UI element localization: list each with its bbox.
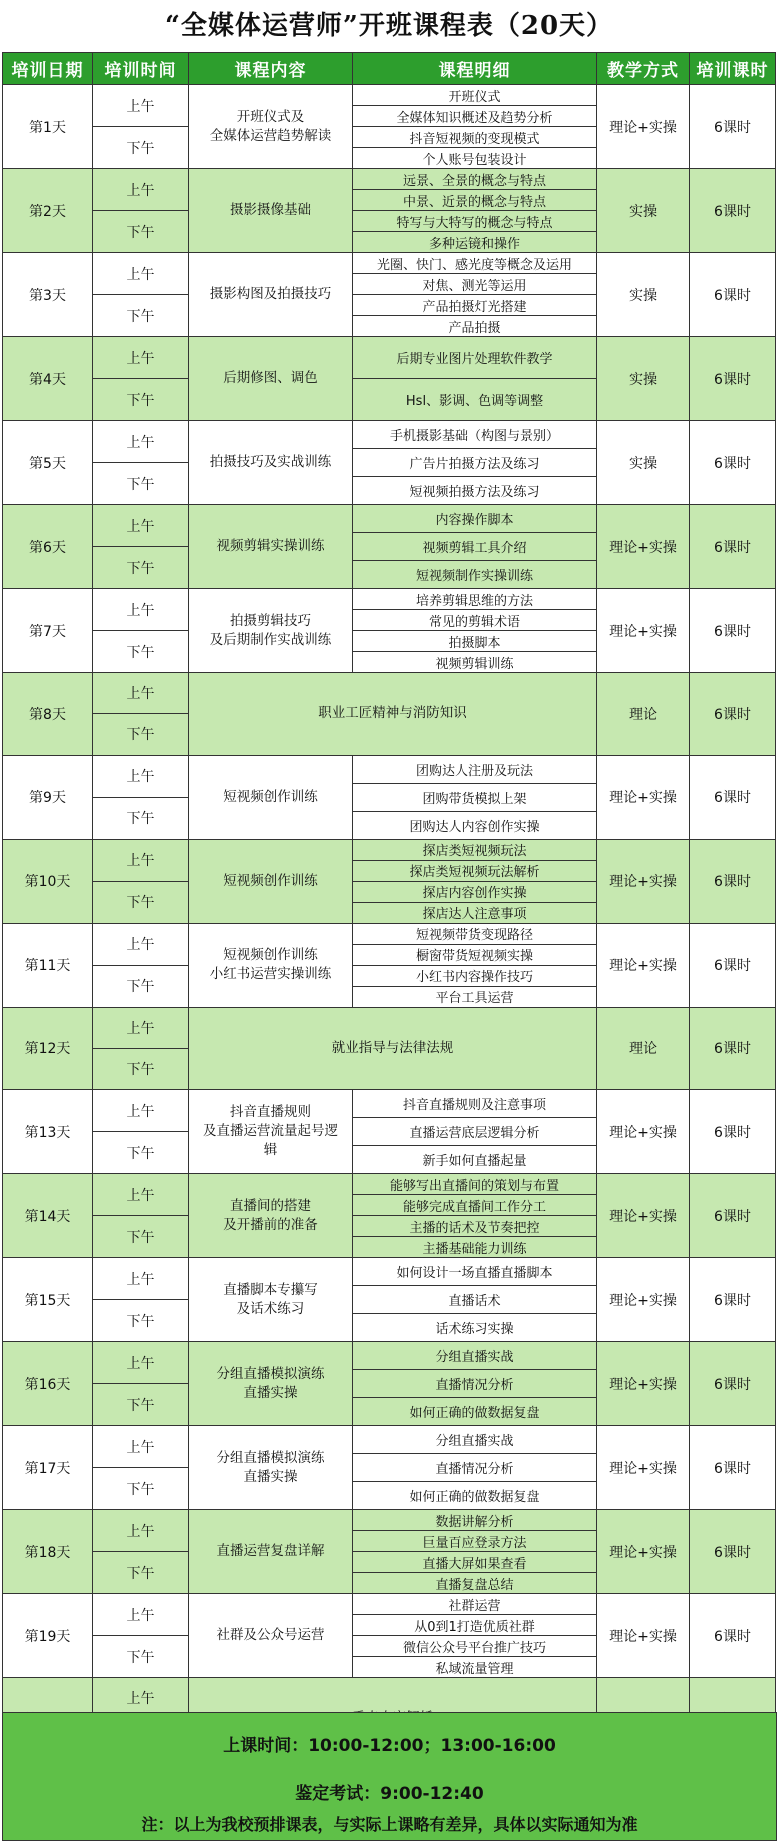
day-label: 第5天 [3, 421, 93, 505]
teaching-method: 理论+实操 [597, 1090, 690, 1174]
training-hours: 6课时 [690, 1342, 776, 1426]
course-detail [353, 839, 597, 923]
teaching-method: 理论+实操 [597, 1258, 690, 1342]
detail-item: 个人账号包装设计 [422, 152, 527, 168]
teaching-method: 实操 [597, 169, 690, 253]
morning-label: 上午 [93, 839, 189, 881]
detail-item: 产品拍摄 [448, 320, 501, 336]
detail-item: 光圈、快门、感光度等概念及运用 [353, 253, 596, 274]
detail-item: 特写与大特写的概念与特点 [353, 211, 596, 232]
morning-label: 上午 [93, 337, 189, 379]
detail-item: 抖音直播规则及注意事项 [353, 1090, 596, 1118]
training-hours: 6课时 [690, 253, 776, 337]
morning-label: 上午 [93, 1594, 189, 1636]
content-line: 分组直播模拟演练 [216, 1365, 325, 1382]
course-content [189, 839, 353, 923]
course-detail [353, 85, 597, 169]
training-hours: 6课时 [690, 1258, 776, 1342]
day-row-am [3, 923, 776, 965]
day-label: 第3天 [3, 253, 93, 337]
course-detail [353, 421, 597, 505]
day-row-am [3, 1342, 776, 1384]
detail-item: 培养剪辑思维的方法 [353, 589, 596, 610]
detail-item: 广告片拍摄方法及练习 [353, 449, 596, 477]
afternoon-label: 下午 [93, 881, 189, 923]
detail-list [353, 1342, 596, 1425]
detail-item: 橱窗带货短视频实操 [353, 945, 596, 966]
detail-item: 如何正确的做数据复盘 [409, 1490, 540, 1506]
course-content [189, 169, 353, 253]
detail-item: 拍摄脚本 [353, 631, 596, 652]
detail-item: 主播基础能力训练 [422, 1241, 527, 1257]
course-content [189, 1594, 353, 1678]
day-label: 第9天 [3, 755, 93, 839]
course-content [189, 1090, 353, 1174]
detail-item: 探店达人注意事项 [422, 907, 527, 923]
detail-item: 如何设计一场直播直播脚本 [353, 1258, 596, 1286]
day-row-am [3, 1258, 776, 1300]
detail-item: 直播情况分析 [353, 1454, 596, 1482]
content-line: 后期修图、调色 [223, 370, 318, 386]
detail-item: 直播话术 [353, 1286, 596, 1314]
training-hours: 6课时 [690, 589, 776, 673]
detail-item: 分组直播实战 [353, 1342, 596, 1370]
content-line: 摄影摄像基础 [230, 202, 311, 218]
course-detail [353, 1426, 597, 1510]
detail-list [353, 840, 596, 923]
detail-list [353, 1426, 596, 1509]
course-detail [353, 169, 597, 253]
course-detail [353, 253, 597, 337]
day-label: 第18天 [3, 1510, 93, 1594]
course-content [189, 505, 353, 589]
detail-item: 探店类短视频玩法解析 [353, 861, 596, 882]
day-label: 第14天 [3, 1174, 93, 1258]
course-content [189, 337, 353, 421]
detail-item: 全媒体知识概述及趋势分析 [353, 106, 596, 127]
teaching-method: 理论+实操 [597, 1594, 690, 1678]
page-title: “全媒体运营师”开班课程表（20天） [164, 11, 614, 41]
training-hours: 6课时 [690, 1594, 776, 1678]
day-row-am [3, 169, 776, 211]
teaching-method: 理论+实操 [597, 755, 690, 839]
detail-list [353, 337, 596, 420]
detail-item: 远景、全景的概念与特点 [353, 169, 596, 190]
training-hours: 6课时 [690, 1174, 776, 1258]
morning-label: 上午 [93, 1258, 189, 1300]
course-content [189, 923, 353, 1007]
afternoon-label: 下午 [93, 1216, 189, 1258]
morning-label: 上午 [93, 505, 189, 547]
detail-item: 能够完成直播间工作分工 [353, 1195, 596, 1216]
course-detail [353, 505, 597, 589]
schedule-body [3, 85, 776, 1761]
training-hours: 6课时 [690, 673, 776, 756]
detail-list [353, 589, 596, 672]
detail-item: 话术练习实操 [435, 1322, 514, 1338]
detail-item: 主播的话术及节奏把控 [353, 1216, 596, 1237]
course-content [189, 755, 353, 839]
morning-label: 上午 [93, 1510, 189, 1552]
detail-item: 能够写出直播间的策划与布置 [353, 1174, 596, 1195]
class-time: 上课时间：10:00-12:00；13:00-16:00 [2, 1712, 777, 1779]
detail-list [353, 924, 596, 1007]
content-line: 社群及公众号运营 [216, 1627, 325, 1644]
detail-item: 私域流量管理 [435, 1661, 514, 1677]
training-hours: 6课时 [690, 421, 776, 505]
teaching-method: 理论+实操 [597, 505, 690, 589]
afternoon-label: 下午 [93, 379, 189, 421]
detail-item: 新手如何直播起量 [422, 1154, 527, 1170]
detail-item: 产品拍摄灯光搭建 [353, 295, 596, 316]
course-detail [353, 1342, 597, 1426]
day-row-am [3, 589, 776, 631]
day-row-am [3, 1090, 776, 1132]
detail-item: 抖音短视频的变现模式 [353, 127, 596, 148]
course-detail [353, 589, 597, 673]
course-content [189, 1510, 353, 1594]
detail-item: Hsl、影调、色调等调整 [405, 394, 544, 409]
day-row-am [3, 1426, 776, 1468]
detail-item: 对焦、测光等运用 [353, 274, 596, 295]
detail-item: 手机摄影基础（构图与景别） [353, 421, 596, 449]
detail-item: 巨量百应登录方法 [353, 1531, 596, 1552]
detail-list [353, 1090, 596, 1173]
content-line: 及直播运营流量起号逻 [203, 1123, 338, 1140]
content-line: 及话术练习 [236, 1300, 305, 1317]
training-hours: 6课时 [690, 169, 776, 253]
content-line: 开班仪式及 [236, 108, 305, 125]
header-content: 课程内容 [189, 53, 353, 85]
teaching-method: 理论+实操 [597, 923, 690, 1007]
content-line: 摄影构图及拍摄技巧 [209, 286, 332, 302]
teaching-method: 理论+实操 [597, 589, 690, 673]
detail-item: 团购带货模拟上架 [353, 784, 596, 812]
day-label: 第4天 [3, 337, 93, 421]
teaching-method: 实操 [597, 253, 690, 337]
detail-item: 微信公众号平台推广技巧 [353, 1636, 596, 1657]
detail-item: 团购达人注册及玩法 [353, 756, 596, 784]
afternoon-label: 下午 [93, 965, 189, 1007]
afternoon-label: 下午 [93, 1132, 189, 1174]
day-label: 第12天 [3, 1007, 93, 1090]
detail-list [353, 1258, 596, 1341]
header-detail: 课程明细 [353, 53, 597, 85]
header-hours: 培训课时 [690, 53, 776, 85]
afternoon-label: 下午 [93, 1384, 189, 1426]
day-label: 第19天 [3, 1594, 93, 1678]
merged-content: 职业工匠精神与消防知识 [189, 673, 597, 756]
detail-item: 短视频拍摄方法及练习 [409, 485, 540, 500]
detail-item: 分组直播实战 [353, 1426, 596, 1454]
detail-item: 常见的剪辑术语 [353, 610, 596, 631]
day-row-am [3, 421, 776, 463]
day-row-am [3, 505, 776, 547]
content-line: 拍摄技巧及实战训练 [209, 454, 332, 470]
training-hours: 6课时 [690, 1007, 776, 1090]
course-content [189, 253, 353, 337]
teaching-method: 实操 [597, 421, 690, 505]
schedule-note: 注：以上为我校预排课表，与实际上课略有差异，具体以实际通知为准 [2, 1810, 777, 1841]
day-row-am [3, 1007, 776, 1048]
detail-list [353, 1510, 596, 1593]
detail-item: 直播大屏如果查看 [353, 1552, 596, 1573]
detail-list [353, 505, 596, 588]
morning-label: 上午 [93, 923, 189, 965]
course-content [189, 1174, 353, 1258]
content-line: 短视频创作训练 [223, 947, 318, 964]
detail-list [353, 85, 596, 168]
course-detail [353, 923, 597, 1007]
day-row-am [3, 673, 776, 714]
course-content [189, 421, 353, 505]
morning-label: 上午 [93, 1678, 189, 1719]
detail-item: 社群运营 [353, 1594, 596, 1615]
training-hours: 6课时 [690, 85, 776, 169]
day-label: 第15天 [3, 1258, 93, 1342]
detail-list [353, 169, 596, 252]
afternoon-label: 下午 [93, 1048, 189, 1089]
morning-label: 上午 [93, 1007, 189, 1048]
header-method: 教学方式 [597, 53, 690, 85]
detail-item: 内容操作脚本 [353, 505, 596, 533]
course-content [189, 1342, 353, 1426]
course-detail [353, 755, 597, 839]
teaching-method: 理论+实操 [597, 1426, 690, 1510]
course-detail [353, 1090, 597, 1174]
day-label: 第10天 [3, 839, 93, 923]
content-line: 抖音直播规则 [230, 1104, 311, 1121]
content-line: 全媒体运营趋势解读 [209, 127, 332, 144]
afternoon-label: 下午 [93, 547, 189, 589]
content-line: 直播间的搭建 [230, 1197, 311, 1214]
teaching-method: 理论+实操 [597, 85, 690, 169]
teaching-method: 理论 [597, 673, 690, 756]
morning-label: 上午 [93, 1342, 189, 1384]
content-line: 直播运营复盘详解 [216, 1543, 325, 1560]
training-hours: 6课时 [690, 505, 776, 589]
detail-item: 直播运营底层逻辑分析 [353, 1118, 596, 1146]
day-row-am [3, 85, 776, 127]
course-content [189, 589, 353, 673]
content-line: 及开播前的准备 [223, 1216, 318, 1233]
course-content [189, 85, 353, 169]
day-label: 第8天 [3, 673, 93, 756]
course-detail [353, 1594, 597, 1678]
detail-list [353, 253, 596, 336]
afternoon-label: 下午 [93, 797, 189, 839]
header-time: 培训时间 [93, 53, 189, 85]
detail-item: 短视频带货变现路径 [353, 924, 596, 945]
detail-item: 直播情况分析 [353, 1370, 596, 1398]
day-row-am [3, 1510, 776, 1552]
morning-label: 上午 [93, 85, 189, 127]
teaching-method: 理论+实操 [597, 1342, 690, 1426]
content-line: 分组直播模拟演练 [216, 1449, 325, 1466]
afternoon-label: 下午 [93, 211, 189, 253]
detail-item: 从0到1打造优质社群 [353, 1615, 596, 1636]
detail-item: 平台工具运营 [435, 991, 514, 1007]
day-row-am [3, 337, 776, 379]
morning-label: 上午 [93, 1174, 189, 1216]
content-line: 辑 [263, 1142, 278, 1159]
detail-item: 视频剪辑工具介绍 [353, 533, 596, 561]
day-label: 第13天 [3, 1090, 93, 1174]
afternoon-label: 下午 [93, 1300, 189, 1342]
training-hours: 6课时 [690, 337, 776, 421]
day-label: 第16天 [3, 1342, 93, 1426]
detail-item: 小红书内容操作技巧 [353, 966, 596, 987]
morning-label: 上午 [93, 673, 189, 714]
training-hours: 6课时 [690, 755, 776, 839]
detail-item: 视频剪辑训练 [435, 656, 514, 672]
course-detail [353, 337, 597, 421]
morning-label: 上午 [93, 1426, 189, 1468]
header-row [3, 53, 776, 85]
content-line: 及后期制作实战训练 [209, 631, 332, 648]
course-detail [353, 1258, 597, 1342]
course-content [189, 1426, 353, 1510]
detail-item: 如何正确的做数据复盘 [409, 1406, 540, 1422]
morning-label: 上午 [93, 755, 189, 797]
content-line: 短视频创作训练 [223, 788, 318, 805]
day-label: 第1天 [3, 85, 93, 169]
detail-item: 后期专业图片处理软件教学 [353, 337, 596, 379]
day-row-am [3, 1174, 776, 1216]
content-line: 视频剪辑实操训练 [216, 538, 325, 554]
training-hours: 6课时 [690, 1090, 776, 1174]
detail-list [353, 1594, 596, 1677]
content-line: 直播脚本专攥写 [223, 1281, 318, 1298]
day-row-am [3, 755, 776, 797]
detail-list [353, 756, 596, 839]
training-hours: 6课时 [690, 923, 776, 1007]
course-detail [353, 1174, 597, 1258]
training-hours: 6课时 [690, 839, 776, 923]
afternoon-label: 下午 [93, 1468, 189, 1510]
course-content [189, 1258, 353, 1342]
content-line: 直播实操 [243, 1468, 298, 1485]
header-date: 培训日期 [3, 53, 93, 85]
day-label: 第11天 [3, 923, 93, 1007]
content-line: 小红书运营实操训练 [209, 966, 332, 983]
afternoon-label: 下午 [93, 295, 189, 337]
detail-item: 探店类短视频玩法 [353, 840, 596, 861]
training-hours: 6课时 [690, 1426, 776, 1510]
training-hours: 6课时 [690, 1510, 776, 1594]
teaching-method: 理论+实操 [597, 1510, 690, 1594]
detail-item: 开班仪式 [353, 85, 596, 106]
course-detail [353, 1510, 597, 1594]
detail-item: 中景、近景的概念与特点 [353, 190, 596, 211]
day-label: 第2天 [3, 169, 93, 253]
morning-label: 上午 [93, 1090, 189, 1132]
merged-content: 就业指导与法律法规 [189, 1007, 597, 1090]
afternoon-label: 下午 [93, 1636, 189, 1678]
teaching-method: 理论 [597, 1007, 690, 1090]
schedule-table [2, 52, 776, 1761]
morning-label: 上午 [93, 169, 189, 211]
day-label: 第6天 [3, 505, 93, 589]
morning-label: 上午 [93, 421, 189, 463]
day-label: 第17天 [3, 1426, 93, 1510]
teaching-method: 理论+实操 [597, 839, 690, 923]
teaching-method: 实操 [597, 337, 690, 421]
detail-item: 多种运镜和操作 [428, 236, 520, 252]
morning-label: 上午 [93, 253, 189, 295]
day-label: 第7天 [3, 589, 93, 673]
detail-item: 短视频制作实操训练 [415, 569, 533, 584]
afternoon-label: 下午 [93, 714, 189, 755]
day-row-am [3, 1594, 776, 1636]
detail-list [353, 1174, 596, 1257]
afternoon-label: 下午 [93, 127, 189, 169]
content-line: 直播实操 [243, 1384, 298, 1401]
afternoon-label: 下午 [93, 463, 189, 505]
day-row-am [3, 839, 776, 881]
day-row-am [3, 253, 776, 295]
detail-item: 直播复盘总结 [435, 1577, 514, 1593]
detail-list [353, 421, 596, 504]
exam-time: 鉴定考试：9:00-12:40 [2, 1778, 777, 1810]
detail-item: 团购达人内容创作实操 [409, 819, 540, 835]
morning-label: 上午 [93, 589, 189, 631]
detail-item: 探店内容创作实操 [353, 882, 596, 903]
content-line: 拍摄剪辑技巧 [230, 612, 311, 629]
afternoon-label: 下午 [93, 1552, 189, 1594]
detail-item: 数据讲解分析 [353, 1510, 596, 1531]
content-line: 短视频创作训练 [223, 872, 318, 889]
teaching-method: 理论+实操 [597, 1174, 690, 1258]
afternoon-label: 下午 [93, 631, 189, 673]
